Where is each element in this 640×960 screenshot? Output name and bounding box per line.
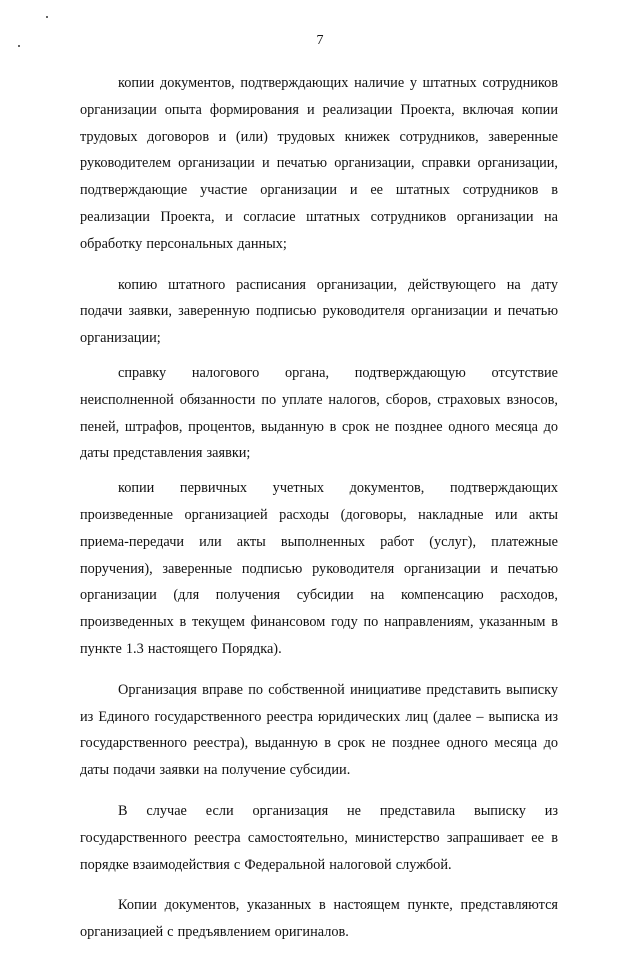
document-body <box>80 70 558 960</box>
paragraph-staff-experience-documents: копии документов, подтверждающих наличие у штатных сотрудников организации опыта формирования и реализации Проекта, включая копии трудовых договоров и (или) трудовых книжек сотрудников, заверенные руководителем организации и печатью организации, справки организации, подтверждающие участие организации и ее штатных сотрудников в реализации Проекта, и согласие штатных сотрудников организации на обработку персональных данных; <box>80 75 558 252</box>
paragraph-primary-accounting-documents: копии первичных учетных документов, подтверждающих произведенные организацией расходы (договоры, накладные или акты приема-передачи или акты выполненных работ (услуг), платежные поручения), заверенные подписью руководителя организации и печатью организации (для получения субсидии на компенсацию расходов, произведенных в текущем финансовом году по направлениям, указанным в пункте 1.3 настоящего Порядка). <box>80 480 558 657</box>
paragraph-tax-certificate: справку налогового органа, подтверждающую отсутствие неисполненной обязанности по уплате налогов, сборов, страховых взносов, пеней, штрафов, процентов, выданную в срок не позднее одного месяца до даты представления заявки; <box>80 364 558 462</box>
paragraph-originals: Копии документов, указанных в настоящем пункте, представляются организацией с предъявлением оригиналов. <box>80 897 558 941</box>
paragraph-registry-extract: Организация вправе по собственной инициативе представить выписку из Единого государственного реестра юридических лиц (далее – выписка из государственного реестра), выданную в срок не позднее одного месяца до даты подачи заявки на получение субсидии. <box>80 681 558 779</box>
scan-speck <box>46 16 48 18</box>
paragraph-staff-schedule: копию штатного расписания организации, действующего на дату подачи заявки, заверенную подписью руководителя организации и печатью организации; <box>80 276 558 347</box>
page-number: 7 <box>316 33 324 48</box>
paragraph-ministry-request: В случае если организация не представила выписку из государственного реестра самостоятельно, министерство запрашивает ее в порядке взаимодействия с Федеральной налоговой службой. <box>80 802 558 873</box>
